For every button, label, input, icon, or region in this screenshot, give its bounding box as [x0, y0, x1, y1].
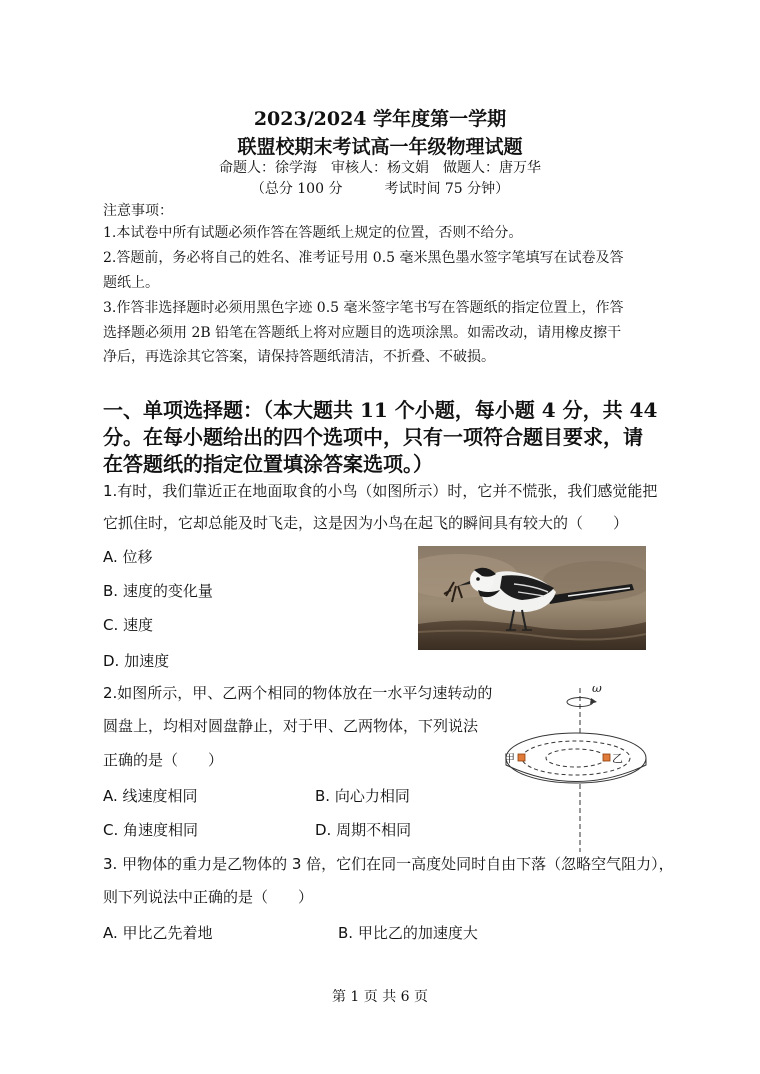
q3-stem: 则下列说法中正确的是（ ） — [103, 888, 314, 906]
exam-score-time: （总分 100 分 考试时间 75 分钟） — [250, 181, 510, 197]
q1-option-d: D. 加速度 — [103, 652, 170, 670]
q2-stem: 正确的是（ ） — [103, 751, 224, 769]
notes-heading: 注意事项： — [103, 203, 173, 219]
rotating-disk-diagram — [500, 686, 648, 852]
bird-photo — [418, 546, 646, 650]
label-jia: 甲 — [504, 752, 515, 765]
q3-stem: 3. 甲物体的重力是乙物体的 3 倍，它们在同一高度处同时自由下落（忽略空气阻力）， — [103, 855, 674, 873]
block-jia — [518, 754, 525, 761]
exam-title-line2: 联盟校期末考试高一年级物理试题 — [237, 136, 523, 158]
notes-line: 1.本试卷中所有试题必须作答在答题纸上规定的位置，否则不给分。 — [103, 225, 523, 241]
notes-line: 选择题必须用 2B 铅笔在答题纸上将对应题目的选项涂黑。如需改动，请用橡皮擦干 — [103, 325, 622, 341]
q3-option-b: B. 甲比乙的加速度大 — [338, 924, 478, 942]
q2-option-d: D. 周期不相同 — [315, 821, 412, 839]
bird-illustration — [418, 546, 646, 650]
omega-label: ω — [592, 686, 602, 695]
q1-option-a: A. 位移 — [103, 548, 153, 566]
section-heading: 一、单项选择题：（本大题共 11 个小题，每小题 4 分，共 44 — [103, 398, 658, 422]
q2-option-a: A. 线速度相同 — [103, 787, 198, 805]
notes-line: 题纸上。 — [103, 275, 159, 291]
q1-stem: 1.有时，我们靠近正在地面取食的小鸟（如图所示）时，它并不慌张，我们感觉能把 — [103, 482, 658, 500]
notes-line: 2.答题前，务必将自己的姓名、准考证号用 0.5 毫米黑色墨水签字笔填写在试卷及答 — [103, 250, 624, 266]
section-heading: 分。在每小题给出的四个选项中，只有一项符合题目要求，请 — [103, 425, 643, 449]
q2-option-b: B. 向心力相同 — [315, 787, 410, 805]
q2-stem: 圆盘上，均相对圆盘静止，对于甲、乙两物体，下列说法 — [103, 717, 479, 735]
exam-authors: 命题人：徐学海 审核人：杨文娟 做题人：唐万华 — [219, 160, 541, 176]
notes-line: 3.作答非选择题时必须用黑色字迹 0.5 毫米签字笔书写在答题纸的指定位置上，作答 — [103, 300, 624, 316]
block-yi — [603, 754, 610, 761]
q2-option-c: C. 角速度相同 — [103, 821, 199, 839]
q1-option-b: B. 速度的变化量 — [103, 582, 213, 600]
notes-line: 净后，再选涂其它答案，请保持答题纸清洁，不折叠、不破损。 — [103, 349, 495, 365]
page-number: 第 1 页 共 6 页 — [331, 989, 429, 1005]
label-yi: 乙 — [612, 752, 623, 765]
q1-stem: 它抓住时，它却总能及时飞走，这是因为小鸟在起飞的瞬间具有较大的（ ） — [103, 514, 629, 532]
q1-option-c: C. 速度 — [103, 616, 154, 634]
section-heading: 在答题纸的指定位置填涂答案选项。） — [103, 452, 433, 476]
q3-option-a: A. 甲比乙先着地 — [103, 924, 213, 942]
q2-stem: 2.如图所示，甲、乙两个相同的物体放在一水平匀速转动的 — [103, 684, 493, 702]
exam-title-line1: 2023/2024 学年度第一学期 — [253, 108, 507, 130]
